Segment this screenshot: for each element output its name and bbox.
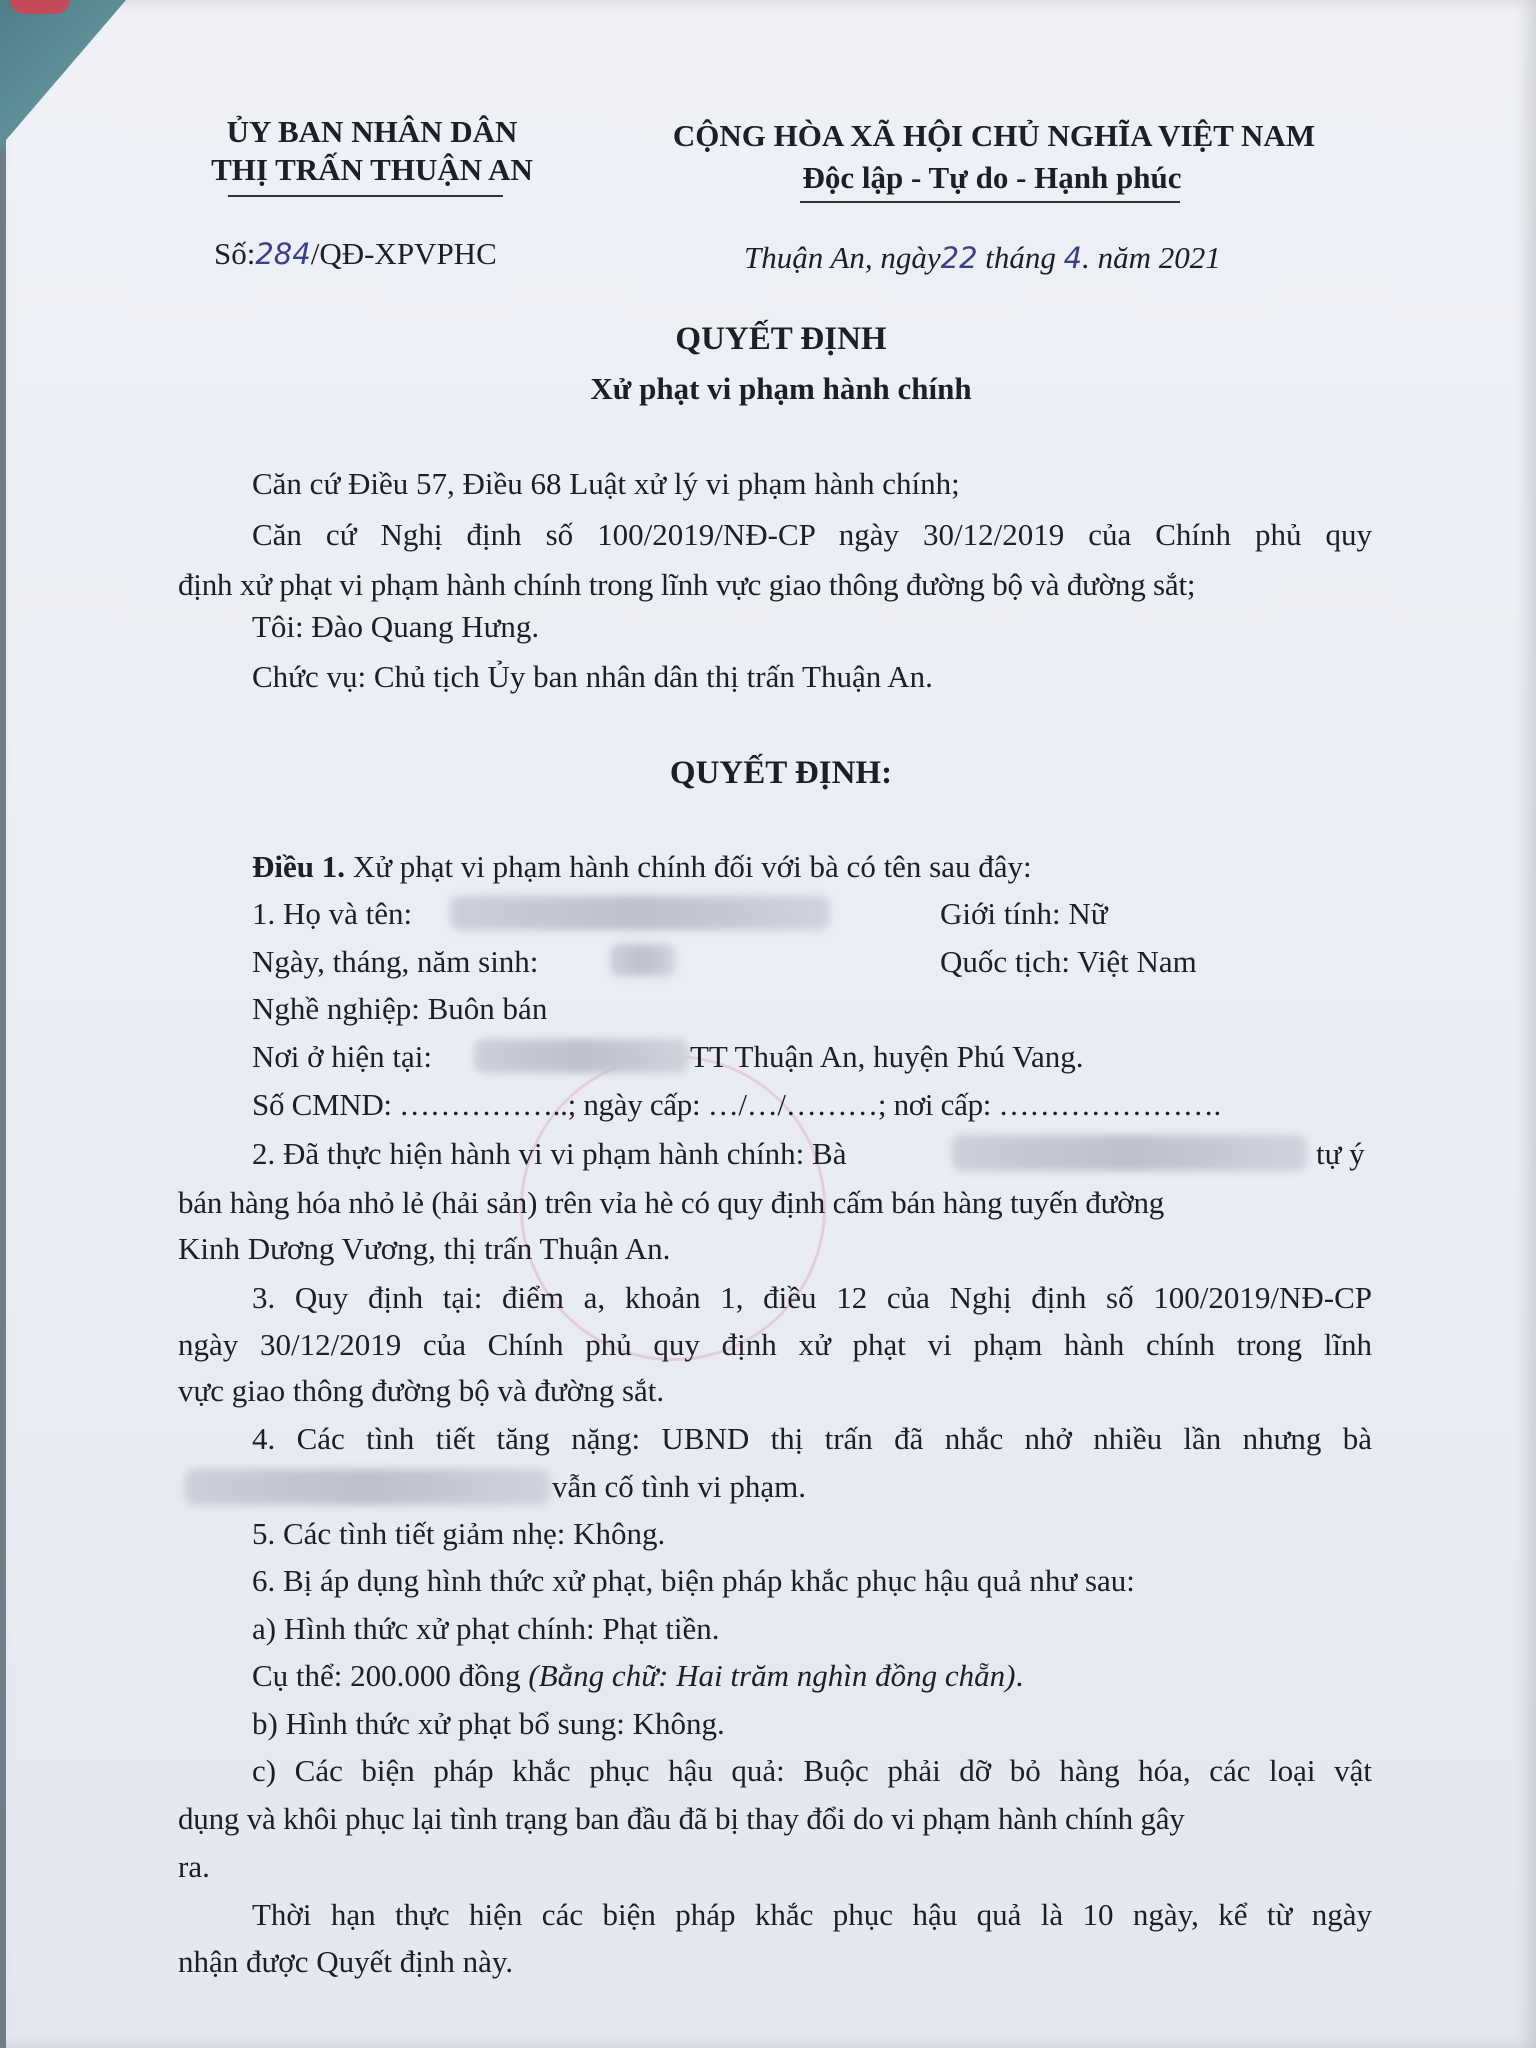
document-date: Thuận An, ngày22 tháng 4. năm 2021 [744, 240, 1221, 275]
document-number: Số:284/QĐ-XPVPHC [214, 236, 497, 271]
item-3-line-2: ngày 30/12/2019 của Chính phủ quy định xử phạt vi phạm hành chính trong lĩnh [178, 1327, 1372, 1362]
item-6b: b) Hình thức xử phạt bổ sung: Không. [252, 1706, 725, 1741]
article-1-intro: Điều 1. Xử phạt vi phạm hành chính đối với bà có tên sau đây: [252, 849, 1032, 884]
handwritten-number: 284 [255, 237, 311, 271]
decision-heading: QUYẾT ĐỊNH: [669, 755, 893, 791]
motto-underline [800, 201, 1180, 203]
nation-motto: Độc lập - Tự do - Hạnh phúc [802, 160, 1182, 195]
address-tail: TT Thuận An, huyện Phú Vang. [690, 1039, 1084, 1074]
deadline-line-1: Thời hạn thực hiện các biện pháp khắc phục hậu quả là 10 ngày, kể từ ngày [252, 1897, 1372, 1932]
item-2-line-3: Kinh Dương Vương, thị trấn Thuận An. [178, 1231, 671, 1266]
handwritten-month: 4 [1063, 241, 1083, 275]
dob-label: Ngày, tháng, năm sinh: [252, 944, 539, 979]
name-label: 1. Họ và tên: [252, 896, 413, 931]
issuer-underline [228, 195, 503, 197]
id-card-line: Số CMND: ……………..; ngày cấp: …/…/………; nơi cấp: …………………. [252, 1087, 1221, 1122]
document-title: QUYẾT ĐỊNH [675, 321, 887, 357]
nationality: Quốc tịch: Việt Nam [940, 944, 1197, 979]
redacted-name-3 [185, 1469, 550, 1505]
item-6c-line-1: c) Các biện pháp khắc phục hậu quả: Buộc phải dỡ bỏ hàng hóa, các loại vật [252, 1753, 1372, 1788]
gender: Giới tính: Nữ [940, 896, 1108, 931]
redacted-address [474, 1039, 689, 1073]
legal-basis-2-cont: định xử phạt vi phạm hành chính trong lĩnh vực giao thông đường bộ và đường sắt; [178, 567, 1196, 602]
occupation: Nghề nghiệp: Buôn bán [252, 991, 548, 1026]
item-4-line-1: 4. Các tình tiết tăng nặng: UBND thị trấn đã nhắc nhở nhiều lần nhưng bà [252, 1421, 1372, 1456]
nation-title: CỘNG HÒA XÃ HỘI CHỦ NGHĨA VIỆT NAM [672, 118, 1316, 153]
redacted-name-2 [952, 1135, 1307, 1171]
item-6c-line-2: dụng và khôi phục lại tình trạng ban đầu đã bị thay đổi do vi phạm hành chính gây [178, 1801, 1185, 1836]
redacted-name [450, 896, 830, 930]
document-page [6, 0, 1536, 2048]
item-2-line-2: bán hàng hóa nhỏ lẻ (hải sản) trên vỉa hè có quy định cấm bán hàng tuyến đường [178, 1185, 1165, 1220]
address-label: Nơi ở hiện tại: [252, 1039, 433, 1074]
signer-position: Chức vụ: Chủ tịch Ủy ban nhân dân thị trấn Thuận An. [252, 659, 933, 694]
legal-basis-1: Căn cứ Điều 57, Điều 68 Luật xử lý vi phạm hành chính; [252, 466, 960, 501]
item-6a: a) Hình thức xử phạt chính: Phạt tiền. [252, 1611, 720, 1646]
fine-amount: Cụ thể: 200.000 đồng (Bằng chữ: Hai trăm nghìn đồng chẵn). [252, 1658, 1024, 1693]
signer-name: Tôi: Đào Quang Hưng. [252, 609, 540, 644]
item-2-line-1: 2. Đã thực hiện hành vi vi phạm hành chính: Bà [252, 1136, 847, 1171]
item-3-line-3: vực giao thông đường bộ và đường sắt. [178, 1373, 665, 1408]
item-3-line-1: 3. Quy định tại: điểm a, khoản 1, điều 12 của Nghị định số 100/2019/NĐ-CP [252, 1280, 1372, 1315]
deadline-line-2: nhận được Quyết định này. [178, 1944, 514, 1979]
item-6: 6. Bị áp dụng hình thức xử phạt, biện pháp khắc phục hậu quả như sau: [252, 1563, 1135, 1598]
document-subtitle: Xử phạt vi phạm hành chính [590, 371, 972, 406]
issuer-line-1: ỦY BAN NHÂN DÂN [226, 114, 518, 149]
handwritten-day: 22 [940, 241, 978, 275]
item-4-line-2: vẫn cố tình vi phạm. [552, 1469, 806, 1504]
item-6c-line-3: ra. [178, 1849, 210, 1884]
redacted-dob [610, 944, 675, 976]
issuer-line-2: THỊ TRẤN THUẬN AN [211, 152, 533, 187]
item-2-tail: tự ý [1316, 1136, 1365, 1171]
legal-basis-2: Căn cứ Nghị định số 100/2019/NĐ-CP ngày 30/12/2019 của Chính phủ quy [252, 517, 1372, 552]
item-5: 5. Các tình tiết giảm nhẹ: Không. [252, 1516, 666, 1551]
